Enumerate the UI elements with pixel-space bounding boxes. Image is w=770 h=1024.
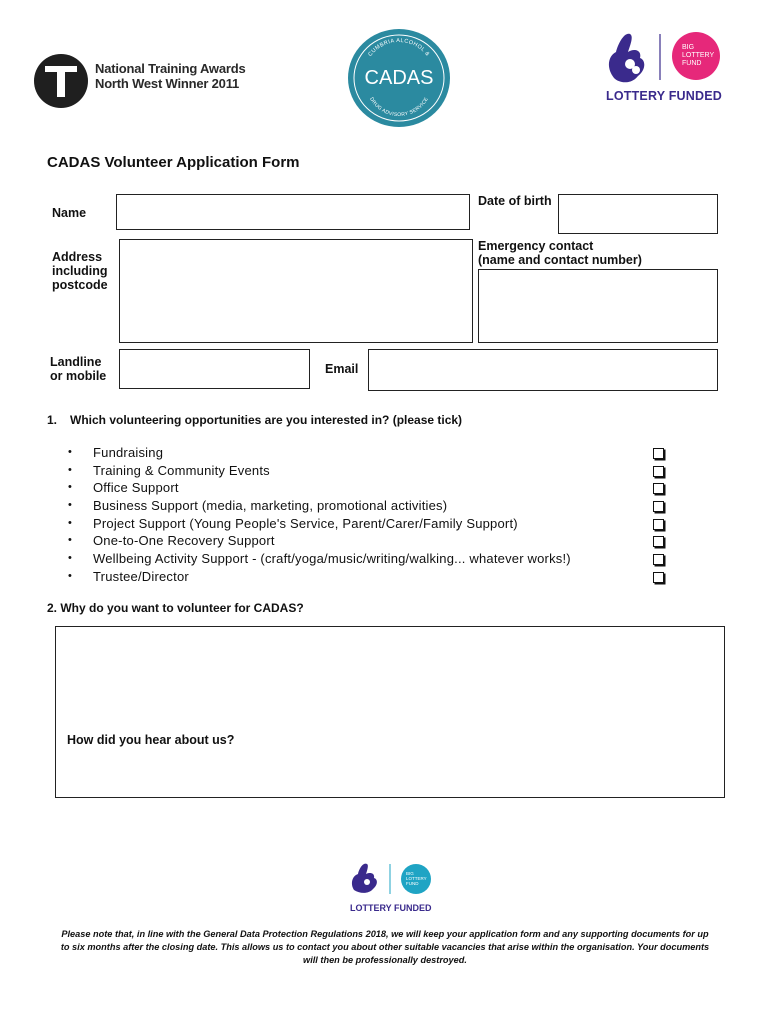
bullet: • bbox=[68, 463, 73, 476]
checkbox-icon[interactable] bbox=[653, 483, 664, 494]
list-item bbox=[68, 568, 688, 586]
crossed-fingers-icon bbox=[609, 34, 644, 82]
option-fundraising: Fundraising bbox=[93, 445, 164, 460]
emergency-label-line-1: Emergency contact bbox=[478, 239, 594, 253]
question-1-number: 1. bbox=[47, 413, 58, 427]
bullet: • bbox=[68, 516, 73, 529]
option-project-support: Project Support (Young People's Service, Parent/Carer/Family Support) bbox=[93, 515, 518, 531]
national-training-awards-logo bbox=[34, 54, 88, 108]
seal-top-text: CUMBRIA ALCOHOL & bbox=[367, 37, 431, 58]
svg-text:FUND: FUND bbox=[682, 60, 702, 67]
list-item bbox=[68, 550, 688, 568]
question-1-text: Which volunteering opportunities are you interested in? (please tick) bbox=[70, 413, 463, 427]
svg-text:BIG: BIG bbox=[682, 44, 695, 51]
footer-lottery-funded-text: LOTTERY FUNDED bbox=[350, 903, 432, 913]
option-trustee-director: Trustee/Director bbox=[93, 568, 189, 584]
option-business-support: Business Support (media, marketing, promotional activities) bbox=[93, 498, 448, 514]
svg-text:FUND: FUND bbox=[406, 881, 419, 886]
svg-text:LOTTERY: LOTTERY bbox=[682, 52, 715, 59]
list-item bbox=[68, 515, 688, 533]
checkbox-icon[interactable] bbox=[653, 536, 664, 547]
award-text bbox=[95, 61, 246, 91]
email-field[interactable] bbox=[368, 349, 718, 391]
crossed-fingers-icon bbox=[352, 864, 377, 893]
list-item bbox=[68, 497, 688, 515]
emergency-contact-label bbox=[478, 239, 642, 267]
emergency-contact-field[interactable] bbox=[478, 269, 718, 343]
lottery-funded-text: LOTTERY FUNDED bbox=[606, 89, 722, 103]
landline-label: Landline or mobile bbox=[50, 355, 107, 383]
dob-label: Date of birth bbox=[478, 194, 552, 208]
bullet: • bbox=[68, 552, 73, 565]
svg-text:LOTTERY: LOTTERY bbox=[406, 876, 427, 881]
gdpr-notice: Please note that, in line with the General Data Protection Regulations 2018, we will keep your application form and any supporting documents for up to six months after the closing date. This allows us to contact you about other suitable vacancies that arise within the organisation. Your documents will then be professionally destroyed. bbox=[60, 929, 710, 965]
option-one-to-one-recovery: One-to-One Recovery Support bbox=[93, 533, 275, 549]
checkbox-icon[interactable] bbox=[653, 554, 664, 565]
option-wellbeing-activity: Wellbeing Activity Support - (craft/yoga/music/writing/walking... whatever works!) bbox=[93, 551, 571, 567]
seal-bottom-text: DRUG ADVISORY SERVICE bbox=[368, 96, 430, 119]
email-label: Email bbox=[325, 362, 359, 376]
how-did-you-hear-label: How did you hear about us? bbox=[67, 733, 235, 747]
list-item bbox=[68, 462, 688, 480]
bullet: • bbox=[68, 446, 73, 458]
name-field[interactable] bbox=[116, 194, 470, 230]
checkbox-icon[interactable] bbox=[653, 519, 664, 530]
checkbox-icon[interactable] bbox=[653, 501, 664, 512]
form-title: CADAS Volunteer Application Form bbox=[47, 154, 300, 171]
checkbox-icon[interactable] bbox=[653, 448, 664, 459]
question-2-answer-box[interactable] bbox=[55, 626, 725, 798]
address-field[interactable] bbox=[119, 239, 473, 343]
list-item bbox=[68, 479, 688, 497]
checkbox-icon[interactable] bbox=[653, 572, 664, 583]
option-training-community-events: Training & Community Events bbox=[93, 462, 270, 478]
list-item bbox=[68, 532, 688, 550]
option-office-support: Office Support bbox=[93, 480, 179, 496]
volunteering-options-list bbox=[68, 444, 688, 586]
checkbox-icon[interactable] bbox=[653, 466, 664, 477]
question-2-text: 2. Why do you want to volunteer for CADAS? bbox=[47, 601, 304, 615]
cadas-seal-logo bbox=[346, 27, 452, 129]
name-label: Name bbox=[52, 206, 87, 220]
bullet: • bbox=[68, 569, 73, 582]
bullet: • bbox=[68, 499, 73, 512]
svg-text:BIG: BIG bbox=[406, 871, 414, 876]
award-line-1: National Training Awards bbox=[95, 61, 246, 76]
bullet: • bbox=[68, 534, 73, 547]
award-line-2: North West Winner 2011 bbox=[95, 76, 240, 91]
address-label: Address including postcode bbox=[52, 250, 108, 292]
footer-lottery-logo bbox=[348, 860, 436, 908]
t-icon bbox=[34, 54, 88, 108]
emergency-label-line-2: (name and contact number) bbox=[478, 253, 642, 267]
bullet: • bbox=[68, 481, 73, 494]
landline-field[interactable] bbox=[119, 349, 310, 389]
dob-field[interactable] bbox=[558, 194, 718, 234]
seal-name: CADAS bbox=[364, 67, 434, 89]
list-item bbox=[68, 444, 688, 462]
